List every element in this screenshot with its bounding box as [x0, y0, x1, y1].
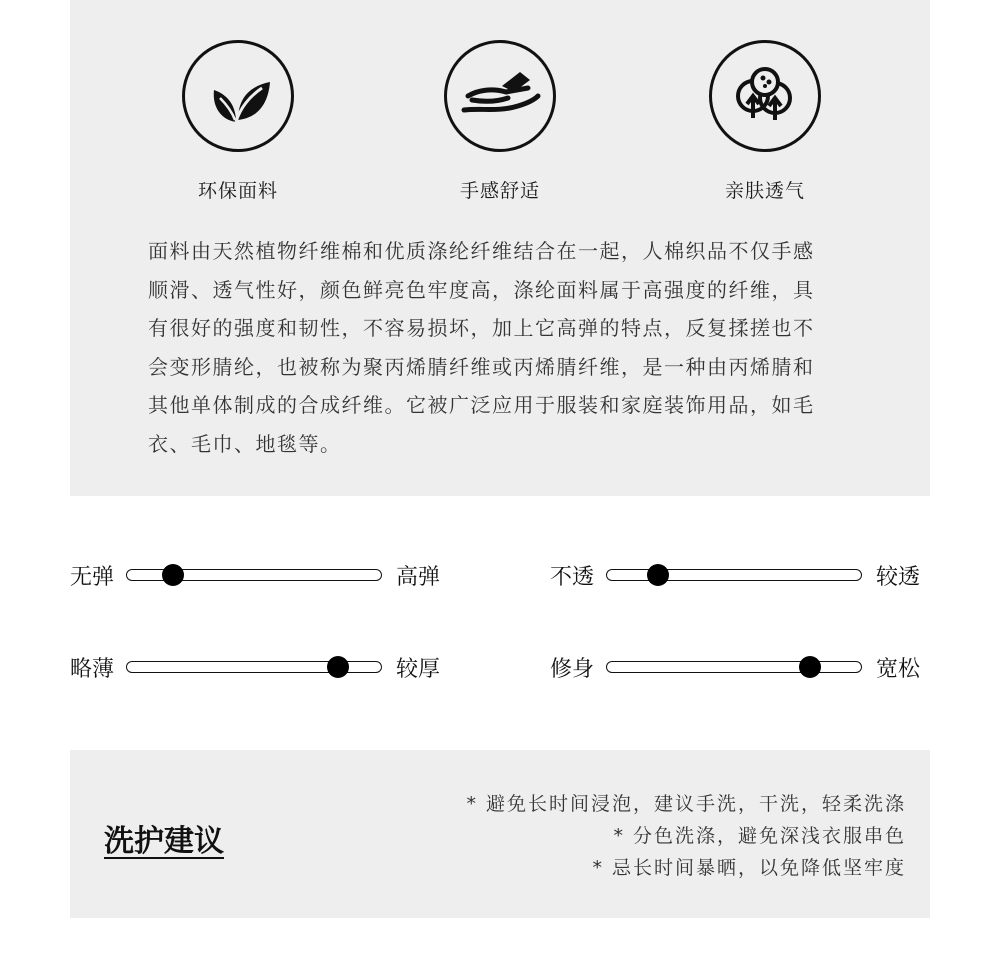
care-title: 洗护建议 — [104, 824, 224, 859]
feature-label: 环保面料 — [197, 180, 278, 202]
feature-breathable — [665, 40, 865, 203]
scale-track — [606, 661, 862, 673]
description-line: 衣、毛巾、地毯等。 — [148, 431, 342, 456]
feature-eco-fabric — [138, 40, 338, 203]
scale-track — [126, 569, 382, 581]
scale-min-label: 略薄 — [70, 656, 115, 682]
trees-icon — [709, 40, 821, 152]
care-line: * 忌长时间暴晒，以免降低坚牢度 — [592, 857, 906, 879]
care-panel — [70, 750, 930, 918]
features-panel — [70, 0, 930, 496]
scale-track — [126, 661, 382, 673]
scale-min-label: 无弹 — [70, 564, 115, 590]
hand-icon — [444, 40, 556, 152]
fit-scale — [550, 652, 920, 682]
fabric-description — [148, 232, 858, 463]
description-line: 面料由天然植物纤维棉和优质涤纶纤维结合在一起，人棉织品不仅手感 — [148, 239, 815, 263]
scale-min-label: 不透 — [550, 564, 595, 590]
breathability-scale — [550, 560, 920, 590]
scale-max-label: 较透 — [876, 564, 921, 590]
scale-indicator — [799, 656, 821, 678]
care-line: * 分色洗涤，避免深浅衣服串色 — [613, 825, 906, 847]
scale-max-label: 较厚 — [396, 656, 441, 682]
scale-indicator — [327, 656, 349, 678]
description-line: 有很好的强度和韧性，不容易损坏，加上它高弹的特点，反复揉搓也不 — [148, 316, 815, 340]
scale-max-label: 高弹 — [396, 564, 441, 590]
elasticity-scale — [70, 560, 440, 590]
scale-track — [606, 569, 862, 581]
care-instructions — [466, 788, 906, 884]
leaf-icon — [182, 40, 294, 152]
scale-max-label: 宽松 — [876, 656, 921, 682]
feature-label: 手感舒适 — [459, 180, 540, 202]
scale-indicator — [647, 564, 669, 586]
thickness-scale — [70, 652, 440, 682]
scale-min-label: 修身 — [550, 656, 595, 682]
description-line: 会变形腈纶，也被称为聚丙烯腈纤维或丙烯腈纤维，是一种由丙烯腈和 — [148, 354, 815, 379]
feature-comfortable-hand — [400, 40, 600, 203]
description-line: 其他单体制成的合成纤维。它被广泛应用于服装和家庭装饰用品，如毛 — [148, 393, 815, 417]
care-line: * 避免长时间浸泡，建议手洗，干洗，轻柔洗涤 — [466, 793, 906, 815]
feature-label: 亲肤透气 — [724, 180, 805, 202]
description-line: 顺滑、透气性好，颜色鲜亮色牢度高，涤纶面料属于高强度的纤维，具 — [148, 277, 815, 302]
scale-indicator — [162, 564, 184, 586]
